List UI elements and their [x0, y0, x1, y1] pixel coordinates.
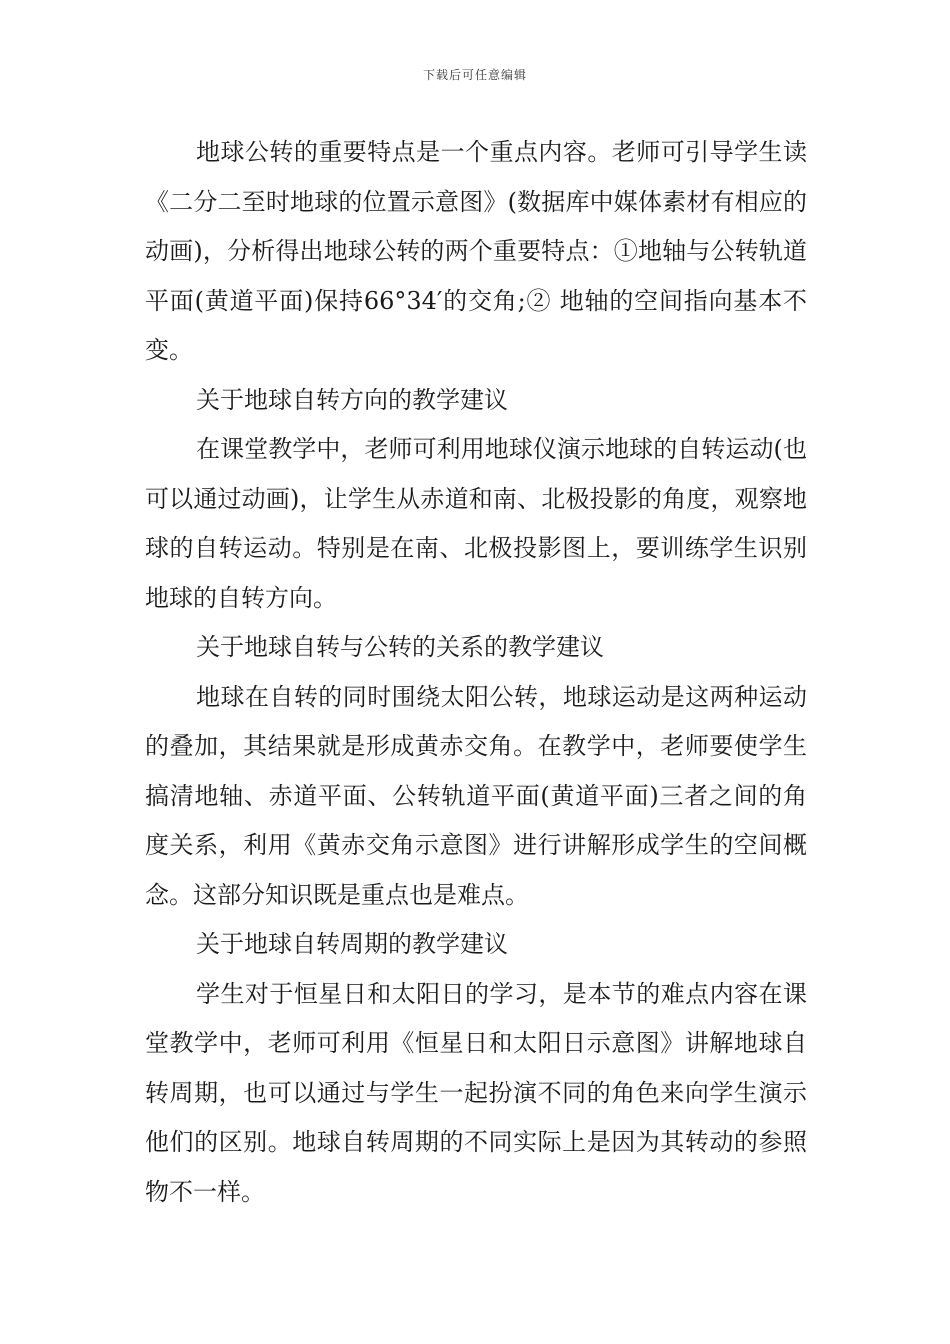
- paragraph-rotation-direction: 在课堂教学中，老师可利用地球仪演示地球的自转运动(也可以通过动画)，让学生从赤道和南、北极投影的角度，观察地球的自转运动。特别是在南、北极投影图上，要训练学生识别地球的自转方向。: [145, 435, 807, 612]
- document-body: [145, 128, 807, 1217]
- heading-rotation-revolution-relation: 关于地球自转与公转的关系的教学建议: [196, 633, 604, 661]
- paragraph-earth-revolution: 地球公转的重要特点是一个重点内容。老师可引导学生读《二分二至时地球的位置示意图》(数据库中媒体素材有相应的动画)，分析得出地球公转的两个重要特点：①地轴与公转轨道平面(黄道平面)保持66°34′的交角;② 地轴的空间指向基本不变。: [145, 138, 807, 364]
- heading-rotation-period: 关于地球自转周期的教学建议: [196, 930, 508, 958]
- paragraph-rotation-revolution-relation: 地球在自转的同时围绕太阳公转，地球运动是这两种运动的叠加，其结果就是形成黄赤交角。在教学中，老师要使学生搞清地轴、赤道平面、公转轨道平面(黄道平面)三者之间的角度关系，利用《黄赤交角示意图》进行讲解形成学生的空间概念。这部分知识既是重点也是难点。: [145, 682, 807, 909]
- heading-rotation-direction: 关于地球自转方向的教学建议: [196, 385, 508, 414]
- page-header: 下载后可任意编辑: [422, 68, 527, 82]
- paragraph-rotation-period: 学生对于恒星日和太阳日的学习，是本节的难点内容在课堂教学中，老师可利用《恒星日和太阳日示意图》讲解地球自转周期，也可以通过与学生一起扮演不同的角色来向学生演示他们的区别。地球自转周期的不同实际上是因为其转动的参照物不一样。: [145, 979, 807, 1206]
